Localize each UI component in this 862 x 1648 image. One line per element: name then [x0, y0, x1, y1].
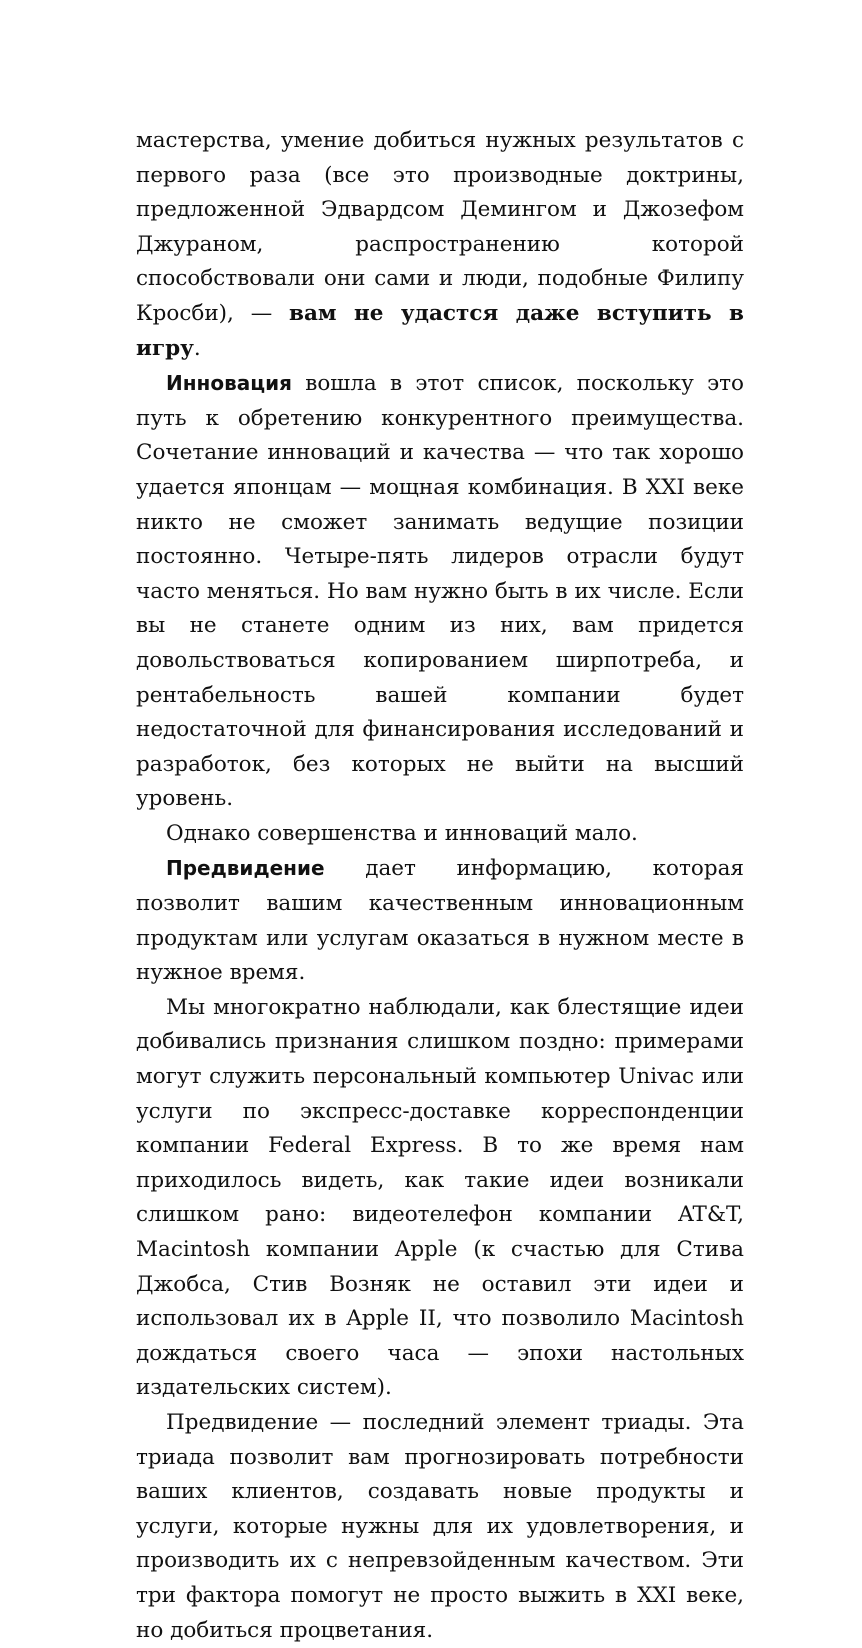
paragraph-1: [136, 124, 744, 366]
paragraph-5: [136, 991, 744, 1406]
term-foresight: Предвидение: [166, 856, 325, 881]
paragraph-1-text-end: .: [193, 335, 201, 361]
paragraph-6-text: Предвидение — последний элемент триады. Эта триада позволит вам прогнозировать потребности ваших клиентов, создавать новые продукты и услуги, которые нужны для их удовлетворения, и производить их с непревзойденным качеством. Эти три фактора помогут не просто выжить в XXI веке, но добиться процветания.: [136, 1409, 744, 1643]
paragraph-6: [136, 1406, 744, 1648]
paragraph-5-text: Мы многократно наблюдали, как блестящие идеи добивались признания слишком поздно: примерами могут служить персональный компьютер Univac или услуги по экспресс-доставке корреспонденции компании Federal Express. В то же время нам приходилось видеть, как такие идеи возникали слишком рано: видеотелефон компании AT&T, Macintosh компании Apple (к счастью для Стива Джобса, Стив Возняк не оставил эти идеи и использовал их в Apple II, что позволило Macintosh дождаться своего часа — эпохи настольных издательских систем).: [136, 994, 744, 1401]
paragraph-2: [136, 366, 744, 817]
book-page: [136, 124, 744, 1648]
paragraph-4-text: дает информацию, которая позволит вашим качественным инновационным продуктам или услугам оказаться в нужном месте в нужное время.: [136, 856, 744, 986]
paragraph-1-text-start: мастерства, умение добиться нужных результатов с первого раза (все это производные доктрины, предложенной Эдвардсом Демингом и Джозефом Джураном, распространению которой способствовали они сами и люди, подобные Филипу Кросби), —: [136, 128, 744, 326]
term-innovation: Инновация: [166, 371, 292, 396]
paragraph-3: [136, 817, 744, 852]
paragraph-2-text: вошла в этот список, поскольку это путь к обретению конкурентного преимущества. Сочетание инноваций и качества — что так хорошо удается японцам — мощная комбинация. В XXI веке никто не сможет занимать ведущие позиции постоянно. Четыре-пять лидеров отрасли будут часто меняться. Но вам нужно быть в их числе. Если вы не станете одним из них, вам придется довольствоваться копированием ширпотреба, и рентабельность вашей компании будет недостаточной для финансирования исследований и разработок, без которых не выйти на высший уровень.: [136, 371, 744, 812]
paragraph-3-text: Однако совершенства и инноваций мало.: [166, 820, 638, 846]
paragraph-1-bold-phrase: вам не удастся даже вступить в игру: [136, 300, 744, 361]
paragraph-4: [136, 851, 744, 990]
